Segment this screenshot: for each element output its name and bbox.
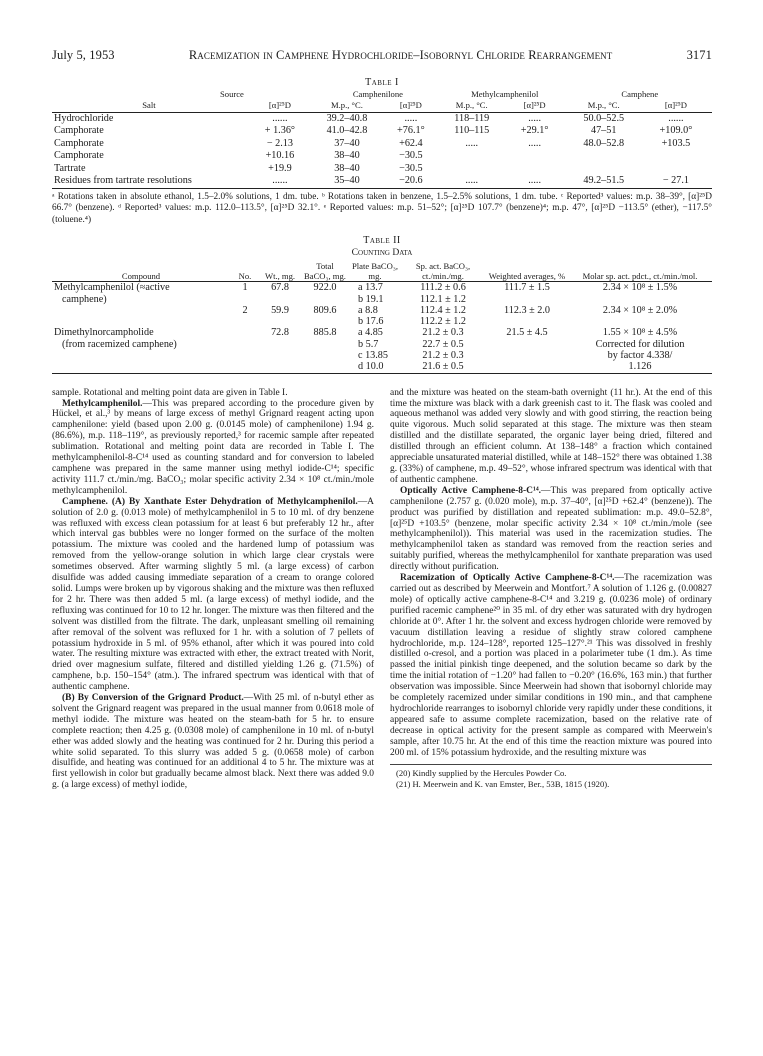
table-row: [52, 350, 712, 361]
table-cell: 21.2 ± 0.3: [422, 350, 464, 362]
table-cell: [568, 150, 640, 163]
table-cell: 39.2–40.8: [326, 112, 368, 124]
table-2-grid: [52, 261, 712, 373]
table-cell: [260, 316, 300, 327]
table-cell: 21.2 ± 0.3: [422, 327, 464, 339]
header-weighted-averages: Weighted averages, %: [486, 261, 568, 282]
table-cell: .....: [465, 137, 479, 149]
header-camphenilone-rotation: [α]²⁵D: [380, 99, 442, 112]
table-cell: [486, 339, 568, 350]
table-cell: [230, 361, 260, 373]
table-cell: −20.6: [380, 175, 442, 188]
table-row: [52, 316, 712, 327]
paragraph: [52, 693, 374, 791]
table-cell: [260, 361, 300, 373]
paragraph-text: and the mixture was heated on the steam-bath overnight (11 hr.). At the end of this time the mixture was black with a dark greenish cast to it. The flask was cooled and aqueous methanol was added very slowly and with good stirring, the reaction being quite vigorous. Much solid separated at this stage. The mixture was then steam distilled and the distillate separated, the organic layer being dried, filtered and distilled through an efficient column. At 138–148° a fraction which contained appreciable unsaturated material distilled, while at 148–152° there was obtained 1.38 g. (33%) of camphene, m.p. 49–52°, whose infrared spectrum was identical with that of authentic camphene.: [390, 387, 712, 485]
header-methylcamphenilol-rotation: [α]²⁵D: [502, 99, 568, 112]
table-row: [52, 175, 712, 188]
table-cell: [52, 305, 230, 316]
table-cell: 38–40: [334, 162, 360, 174]
table-cell: 47–51: [590, 125, 617, 136]
table-cell: [442, 150, 502, 163]
table-row: [52, 327, 712, 338]
table-cell: 21.5 ± 4.5: [506, 327, 548, 339]
table-cell: Methylcamphenilol (≈active: [54, 282, 170, 294]
table-cell: 110–115: [454, 125, 490, 136]
table-cell: 2: [242, 304, 248, 316]
section-heading: Methylcamphenilol.: [62, 398, 143, 409]
paragraph-text: —A solution of 2.0 g. (0.013 mole) of methylcamphenilol in 5 to 10 ml. of dry benzene was refluxed with excess clean potassium for at least 6 but preferably 12 hr., after which interval gas bubbles were no longer formed on the surface of the molten potassium. The mixture was cooled and the hardened lump of potassium was removed from the yellow-orange solution in which large clear crystals were sometimes observed. After warming slightly 5 ml. (a large excess) of carbon disulfide was added causing immediate separation of a cream to orange colored solid. Lumps were broken up by vigorous shaking and the mixture was then refluxed for 2 hr. There was then added 5 ml. (a large excess) of methyl iodide, and the refluxing was continued for 10 to 12 hr. longer. The mixture was then filtered and the solvent was distilled from the filtrate. The dark, unpleasant smelling oil remaining after removal of the solvent was refluxed for 1 hr. with a solution of 7 pellets of potassium hydroxide in 5 ml. of 95% ethanol, after which it was poured into cold water. The resulting mixture was extracted with ether, the extract treated with Norit, dried over magnesium sulfate, filtered and distilled yielding 1.26 g. (71.5%) of camphene, b.p. 150–154° (atm.). The infrared spectrum was identical with that of authentic camphene.: [52, 496, 374, 693]
reference-item: (20) Kindly supplied by the Hercules Powder Co.: [396, 768, 567, 779]
table-cell: a 8.8: [358, 304, 378, 316]
table-cell: +76.1°: [397, 125, 425, 136]
table-cell: c 13.85: [358, 350, 388, 362]
header-no: No.: [230, 261, 260, 282]
left-column: [52, 388, 374, 792]
references: [390, 764, 712, 789]
paragraph-text: —This was prepared from optically active camphenilone (2.757 g. (0.020 mole), m.p. 37–40°, [α]²⁵D +62.4° (benzene)). The product was purified by distillation and repeated sublimation: m.p. 49.0–52.8°, [α]²⁵D +103.5° (benzene, molar specific activity 2.34 × 10⁸ ct./min./mole (see methylcamphenilol)). This material was used in the racemization studies. The methylcamphenilol taken as standard was removed from the reaction series and suitably purified, whereas the methylcamphenilol for xanthate preparation was used directly without purification.: [390, 485, 712, 573]
table-cell: +103.5: [661, 137, 691, 149]
table-cell: 37–40: [334, 137, 360, 149]
table-cell: 118–119: [454, 112, 490, 124]
table-cell: [230, 327, 260, 338]
table-cell: 59.9: [271, 304, 289, 316]
table-cell: [502, 150, 568, 163]
paragraph: [390, 388, 712, 486]
table-cell: 111.7 ± 1.5: [504, 282, 550, 294]
table-cell: [230, 316, 260, 327]
paragraph: [52, 399, 374, 497]
table-cell: 22.7 ± 0.5: [422, 338, 464, 350]
table-cell: [260, 339, 300, 350]
paragraph-text: —With 25 ml. of n-butyl ether as solvent the Grignard reagent was prepared in the usual manner from 0.0618 mole of methyl iodide. The mixture was heated on the steam-bath for 5 hr. to ensure complete reaction; then 4.25 g. (0.0308 mole) of camphenilone in 10 ml. of n-butyl ether was added slowly and the heating was continued for 2 hr. During this period a white solid separated. To this slurry was added 5 g. (0.0658 mole) of carbon disulfide, and heating was continued for an additional 4 to 5 hr. The mixture was at first yellowish in color but gradually became almost black. Next there was added 9.0 g. (a large excess) of methyl iodide,: [52, 693, 374, 791]
table-cell: 49.2–51.5: [568, 175, 640, 188]
table-cell: [300, 361, 350, 373]
table-cell: 112.1 ± 1.2: [420, 293, 466, 305]
header-compound: Compound: [52, 261, 230, 282]
table-1: [52, 77, 712, 226]
section-heading: Optically Active Camphene-8-C¹⁴.: [400, 485, 542, 496]
header-camphenilone-mp: M.p., °C.: [314, 99, 380, 112]
table-row: [52, 361, 712, 373]
table-cell: +19.9: [268, 162, 292, 174]
group-header-camphene: Camphene: [621, 89, 659, 99]
table-cell: 21.6 ± 0.5: [400, 361, 486, 373]
paragraph: [390, 486, 712, 573]
table-cell: 67.8: [271, 282, 289, 294]
section-heading: Racemization of Optically Active Camphene-8-C¹⁴.: [400, 573, 615, 584]
table-cell: [300, 294, 350, 305]
table-cell: a 13.7: [358, 282, 383, 294]
table-cell: 35–40: [314, 175, 380, 188]
table-cell: by factor 4.338/: [607, 350, 673, 362]
table-row: [52, 294, 712, 305]
table-cell: 1: [242, 282, 248, 294]
table-cell: [260, 294, 300, 305]
table-cell: +10.16: [265, 150, 295, 161]
table-cell: [52, 316, 230, 327]
table-cell: +29.1°: [520, 125, 549, 136]
table-cell: [502, 163, 568, 176]
running-head: [52, 48, 712, 63]
table-cell: 72.8: [271, 327, 289, 339]
header-page-number: 3171: [686, 48, 712, 62]
reference-item: (21) H. Meerwein and K. van Emster, Ber., 53B, 1815 (1920).: [396, 778, 610, 789]
header-source: Source: [220, 89, 244, 99]
table-2-subcaption: Counting Data: [351, 247, 413, 259]
paragraph: [390, 573, 712, 758]
table-cell: [568, 294, 712, 305]
table-cell: [300, 339, 350, 350]
table-row: [52, 112, 712, 125]
table-1-footnote: ᵃ Rotations taken in absolute ethanol, 1.5–2.0% solutions, 1 dm. tube. ᵇ Rotations taken in benzene, 1.5–2.5% solutions, 1 dm. tube. ᶜ Reported³ values: m.p. 38–39°, [α]²⁵D 66.7° (benzene). ᵈ Reported³ values: m.p. 112.0–113.5°, [α]²⁵D 32.1°. ᵉ Reported values: m.p. 51–52°; [α]²⁵D 107.7° (benzene)⁴; m.p. 47°, [α]²⁵D −113.5° (ether), −117.5° (toluene.⁴): [52, 191, 712, 225]
header-molar-sp-act: Molar sp. act. pdct., ct./min./mol.: [568, 261, 712, 282]
table-cell: .....: [442, 175, 502, 188]
table-cell: 885.8: [313, 327, 337, 339]
table-cell: +62.4: [399, 137, 423, 149]
header-camphene-mp: M.p., °C.: [568, 99, 640, 112]
paragraph: [52, 497, 374, 693]
table-cell: −30.5: [399, 150, 423, 161]
table-cell: camphene): [62, 293, 107, 305]
table-2-caption: Table II: [363, 235, 401, 247]
table-cell: [52, 350, 230, 361]
table-cell: Camphorate: [54, 125, 104, 136]
section-heading: (B) By Conversion of the Grignard Product.: [62, 693, 244, 704]
table-row: [52, 305, 712, 316]
paragraph: [52, 388, 374, 399]
table-cell: 2.34 × 10⁸ ± 2.0%: [602, 304, 678, 316]
table-cell: .....: [528, 112, 541, 124]
table-cell: b 19.1: [358, 293, 384, 305]
table-1-caption: Table I: [365, 77, 399, 88]
table-cell: 112.3 ± 2.0: [504, 304, 550, 316]
table-cell: a 4.85: [358, 327, 383, 339]
header-salt: Salt: [52, 99, 246, 112]
table-cell: .....: [502, 175, 568, 188]
table-cell: 41.0–42.8: [326, 125, 368, 136]
table-cell: Dimethylnorcampholide: [54, 327, 154, 339]
table-cell: Tartrate: [54, 162, 86, 174]
table-cell: 38–40: [334, 150, 360, 161]
table-cell: Camphorate: [54, 137, 104, 149]
header-salt-rotation: [α]²⁵D: [246, 99, 314, 112]
table-cell: [486, 361, 568, 373]
table-row: [52, 339, 712, 350]
table-cell: 50.0–52.5: [583, 112, 625, 124]
table-cell: [230, 294, 260, 305]
table-cell: 1.55 × 10⁸ ± 4.5%: [602, 327, 678, 339]
paragraph-text: —This was prepared according to the procedure given by Hückel, et al.,³ by means of large excess of methyl Grignard reagent acting upon camphenilone: yield (based upon 2.00 g. (0.0145 mole) of camphenilone) 1.94 g. (86.6%), m.p. 118–119°, as previously reported,³ for racemic sample after repeated sublimation. Rotational and melting point data are recorded in Table I. The methylcamphenilol-8-C¹⁴ used as counting standard and for conversion to labeled camphene was prepared in the same manner using methyl iodide-C¹⁴; specific activity 111.7 ct./min./mg. BaCO₃; molar specific activity 2.34 × 10⁸ ct./min./mole methylcamphenilol.: [52, 398, 374, 496]
table-cell: 111.2 ± 0.6: [420, 282, 466, 294]
table-cell: [442, 163, 502, 176]
table-cell: ......: [668, 112, 684, 124]
table-cell: 2.34 × 10⁸ ± 1.5%: [602, 282, 678, 294]
table-cell: 1.126: [568, 361, 712, 373]
table-cell: [300, 350, 350, 361]
table-cell: b 5.7: [358, 338, 379, 350]
table-cell: .....: [404, 112, 418, 124]
table-1-grid: [52, 89, 712, 189]
table-row: [52, 150, 712, 163]
table-row: [52, 282, 712, 294]
table-cell: b 17.6: [358, 316, 384, 328]
header-total-baco3: Total BaCO₃, mg.: [300, 261, 350, 282]
table-row: [52, 138, 712, 151]
table-cell: 48.0–52.8: [583, 137, 625, 149]
header-date: July 5, 1953: [52, 48, 115, 62]
header-title: Racemization in Camphene Hydrochloride–Isobornyl Chloride Rearrangement: [188, 48, 613, 62]
table-cell: [230, 339, 260, 350]
table-cell: [300, 316, 350, 327]
table-cell: [568, 316, 712, 327]
header-camphene-rotation: [α]²⁵D: [640, 99, 712, 112]
table-2: [52, 235, 712, 373]
header-methylcamphenilol-mp: M.p., °C.: [442, 99, 502, 112]
table-cell: [486, 316, 568, 327]
paragraph-text: sample. Rotational and melting point data are given in Table I.: [52, 387, 288, 398]
header-wt: Wt., mg.: [260, 261, 300, 282]
table-cell: Hydrochloride: [54, 112, 114, 124]
header-sp-act: Sp. act. BaCO₃, ct./min./mg.: [400, 261, 486, 282]
table-cell: (from racemized camphene): [62, 338, 177, 350]
table-cell: ......: [272, 112, 288, 124]
table-cell: .....: [528, 137, 541, 149]
table-cell: +109.0°: [659, 125, 693, 136]
table-cell: ......: [246, 175, 314, 188]
table-cell: + 1.36°: [264, 125, 295, 136]
table-cell: 809.6: [313, 304, 337, 316]
group-header-methylcamphenilol: Methylcamphenilol: [471, 89, 539, 99]
paragraph-text: —The racemization was carried out as described by Meerwein and Montfort.⁷ A solution of 1.126 g. (0.00827 mole) of optically active camphene-8-C¹⁴ and 3.219 g. (0.0236 mole) of ordinary purified racemic camphene²⁰ in 35 ml. of dry ether was saturated with dry hydrogen chloride at 0°. After 1 hr. the solvent and excess hydrogen chloride were removed by vacuum distillation leaving a residue of slightly straw colored camphene hydrochloride, m.p. 124–128°, reported 125–127°.²¹ This was dissolved in freshly distilled o-cresol, and a portion was placed in a polarimeter tube (1 dm.). As time passed the initial pinkish tinge deepened, and the solution became so dark by the time the initial rotation of −1.20° had fallen to −0.20° (16.6%, 163 min.) that further observation was impossible. Since Meerwein had shown that isobornyl chloride may be completely racemized under similar conditions in 190 min., and that camphene hydrochloride rearranges to isobornyl chloride very rapidly under these conditions, it appeared safe to assume complete racemization, based on the relative rate of decrease in optical activity for the present sample as compared with Meerwein's sample, after 10.75 hr. At the end of this time the reaction mixture was poured into 200 ml. of 15% potassium hydroxide, and the resulting mixture was: [390, 573, 712, 758]
table-cell: 112.2 ± 1.2: [420, 316, 466, 328]
table-cell: Residues from tartrate resolutions: [52, 175, 246, 188]
table-cell: [640, 163, 712, 176]
table-cell: [52, 361, 230, 373]
table-cell: [260, 350, 300, 361]
table-cell: Corrected for dilution: [595, 338, 685, 350]
table-cell: −30.5: [399, 162, 423, 174]
body-columns: [52, 388, 712, 792]
table-cell: [640, 150, 712, 163]
table-cell: [486, 350, 568, 361]
group-header-camphenilone: Camphenilone: [352, 89, 403, 99]
table-row: [52, 125, 712, 138]
table-cell: Camphorate: [54, 150, 104, 161]
table-cell: 112.4 ± 1.2: [420, 304, 466, 316]
table-cell: 922.0: [313, 282, 337, 294]
journal-page: [52, 48, 712, 791]
table-cell: [568, 163, 640, 176]
table-row: [52, 163, 712, 176]
table-cell: [486, 294, 568, 305]
table-cell: d 10.0: [350, 361, 400, 373]
section-heading: Camphene. (A) By Xanthate Ester Dehydration of Methylcamphenilol.: [62, 496, 358, 507]
table-cell: [230, 350, 260, 361]
header-plate-baco3: Plate BaCO₃, mg.: [350, 261, 400, 282]
right-column: [390, 388, 712, 792]
table-cell: − 2.13: [266, 137, 293, 149]
table-cell: − 27.1: [640, 175, 712, 188]
